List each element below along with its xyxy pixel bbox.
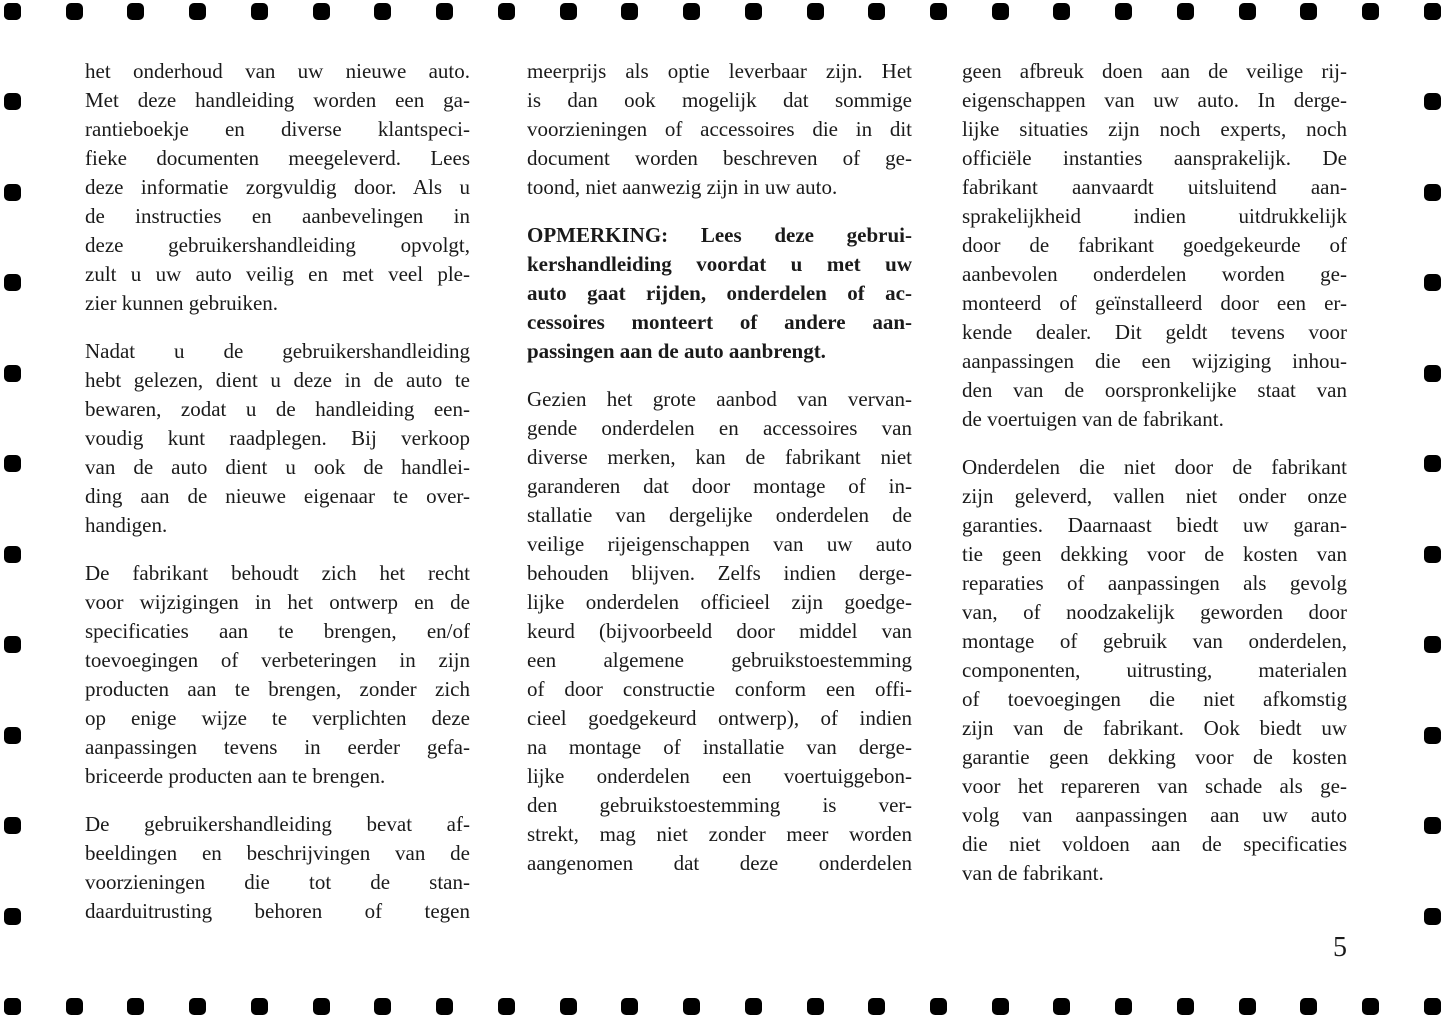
border-dot	[683, 3, 700, 20]
text-line: daarduitrusting behoren of tegen	[85, 899, 470, 923]
border-dot	[498, 998, 515, 1015]
border-dot	[436, 998, 453, 1015]
text-line: strekt, mag niet zonder meer worden	[527, 822, 912, 846]
text-line: die niet voldoen aan de specificaties	[962, 832, 1347, 856]
text-line: aanbevolen onderdelen worden ge-	[962, 262, 1347, 286]
border-dot	[189, 3, 206, 20]
text-line: montage of gebruik van onderdelen,	[962, 629, 1347, 653]
text-line: van de auto dient u ook de handlei-	[85, 455, 470, 479]
body-paragraph	[527, 57, 912, 202]
text-line: voorzieningen die tot de stan-	[85, 870, 470, 894]
border-dot	[1424, 636, 1441, 653]
border-dot	[807, 998, 824, 1015]
text-line: handigen.	[85, 513, 168, 537]
border-dot	[683, 998, 700, 1015]
border-dot	[4, 455, 21, 472]
border-dot	[1177, 3, 1194, 20]
border-dot	[560, 3, 577, 20]
text-line: of toevoegingen die niet afkomstig	[962, 687, 1347, 711]
text-line: lijke situaties zijn noch experts, noch	[962, 117, 1347, 141]
text-line: kershandleiding voordat u met uw	[527, 252, 912, 276]
text-line: sprakelijkheid indien uitdrukkelijk	[962, 204, 1347, 228]
text-line: rantieboekje en diverse klantspeci-	[85, 117, 470, 141]
text-line: specificaties aan te brengen, en/of	[85, 619, 470, 643]
border-dot	[127, 998, 144, 1015]
text-line: document worden beschreven of ge-	[527, 146, 912, 170]
text-line: passingen aan de auto aanbrengt.	[527, 339, 826, 363]
border-dot	[251, 3, 268, 20]
border-dot	[4, 184, 21, 201]
text-line: op enige wijze te verplichten deze	[85, 706, 470, 730]
border-dot	[4, 727, 21, 744]
text-line: diverse merken, kan de fabrikant niet	[527, 445, 912, 469]
border-dot	[4, 93, 21, 110]
text-line: toevoegingen of verbeteringen in zijn	[85, 648, 470, 672]
border-dot	[4, 817, 21, 834]
text-line: componenten, uitrusting, materialen	[962, 658, 1347, 682]
text-line: De gebruikershandleiding bevat af-	[85, 812, 470, 836]
border-dots-right	[1424, 3, 1441, 1015]
text-line: veilige rijeigenschappen van uw auto	[527, 532, 912, 556]
border-dot	[4, 546, 21, 563]
text-line: meerprijs als optie leverbaar zijn. Het	[527, 59, 912, 83]
text-line: zijn van de fabrikant. Ook biedt uw	[962, 716, 1347, 740]
border-dot	[1424, 817, 1441, 834]
border-dot	[868, 998, 885, 1015]
text-line: garanties. Daarnaast biedt uw garan-	[962, 513, 1347, 537]
border-dots-top	[4, 3, 1441, 20]
body-paragraph	[962, 57, 1347, 434]
text-line: aanpassingen tevens in eerder gefa-	[85, 735, 470, 759]
text-line: stallatie van dergelijke onderdelen de	[527, 503, 912, 527]
border-dot	[992, 3, 1009, 20]
text-line: voorzieningen of accessoires die in dit	[527, 117, 912, 141]
body-paragraph	[85, 559, 470, 791]
border-dot	[1424, 546, 1441, 563]
border-dot	[1424, 93, 1441, 110]
border-dot	[1239, 3, 1256, 20]
border-dot	[1424, 184, 1441, 201]
text-line: een algemene gebruikstoestemming	[527, 648, 912, 672]
text-line: De fabrikant behoudt zich het recht	[85, 561, 470, 585]
border-dot	[4, 3, 21, 20]
border-dot	[1424, 3, 1441, 20]
border-dot	[807, 3, 824, 20]
text-line: volg van aanpassingen aan uw auto	[962, 803, 1347, 827]
text-line: eigenschappen van uw auto. In derge-	[962, 88, 1347, 112]
border-dot	[930, 998, 947, 1015]
text-line: lijke onderdelen officieel zijn goedge-	[527, 590, 912, 614]
text-line: geen afbreuk doen aan de veilige rij-	[962, 59, 1347, 83]
border-dot	[1300, 3, 1317, 20]
text-line: officiële instanties aansprakelijk. De	[962, 146, 1347, 170]
border-dot	[1424, 365, 1441, 382]
text-line: Gezien het grote aanbod van vervan-	[527, 387, 912, 411]
text-line: is dan ook mogelijk dat sommige	[527, 88, 912, 112]
text-line: tie geen dekking voor de kosten van	[962, 542, 1347, 566]
text-line: beeldingen en beschrijvingen van de	[85, 841, 470, 865]
text-line: producten aan te brengen, zonder zich	[85, 677, 470, 701]
text-line: Nadat u de gebruikershandleiding	[85, 339, 470, 363]
text-line: hebt gelezen, dient u deze in de auto te	[85, 368, 470, 392]
text-line: Onderdelen die niet door de fabrikant	[962, 455, 1347, 479]
border-dot	[745, 3, 762, 20]
border-dot	[313, 3, 330, 20]
text-line: zier kunnen gebruiken.	[85, 291, 279, 315]
text-line: de instructies en aanbevelingen in	[85, 204, 470, 228]
border-dot	[66, 998, 83, 1015]
border-dot	[1177, 998, 1194, 1015]
text-line: fieke documenten meegeleverd. Lees	[85, 146, 470, 170]
border-dot	[4, 908, 21, 925]
border-dot	[621, 3, 638, 20]
text-line: door de fabrikant goedgekeurde of	[962, 233, 1347, 257]
text-line: ding aan de nieuwe eigenaar te over-	[85, 484, 470, 508]
border-dot	[498, 3, 515, 20]
border-dot	[313, 998, 330, 1015]
border-dot	[251, 998, 268, 1015]
text-column-3	[962, 57, 1347, 888]
text-column-2	[527, 57, 912, 878]
text-column-1	[85, 57, 470, 926]
border-dot	[127, 3, 144, 20]
body-paragraph	[962, 453, 1347, 888]
border-dot	[1424, 274, 1441, 291]
border-dot	[4, 365, 21, 382]
text-line: kende dealer. Dit geldt tevens voor	[962, 320, 1347, 344]
text-line: de voertuigen van de fabrikant.	[962, 407, 1224, 431]
text-line: deze informatie zorgvuldig door. Als u	[85, 175, 470, 199]
border-dot	[374, 998, 391, 1015]
text-line: auto gaat rijden, onderdelen of ac-	[527, 281, 912, 305]
border-dot	[1424, 998, 1441, 1015]
border-dot	[930, 3, 947, 20]
text-line: cessoires monteert of andere aan-	[527, 310, 912, 334]
border-dot	[1362, 3, 1379, 20]
text-line: garanderen dat door montage of in-	[527, 474, 912, 498]
text-line: aangenomen dat deze onderdelen	[527, 851, 912, 875]
border-dot	[1115, 998, 1132, 1015]
border-dot	[1115, 3, 1132, 20]
text-line: den van de oorspronkelijke staat van	[962, 378, 1347, 402]
border-dots-left	[4, 3, 21, 1015]
body-paragraph	[85, 57, 470, 318]
border-dot	[1424, 727, 1441, 744]
border-dot	[1362, 998, 1379, 1015]
text-line: monteerd of geïnstalleerd door een er-	[962, 291, 1347, 315]
border-dot	[1053, 998, 1070, 1015]
text-line: behouden blijven. Zelfs indien derge-	[527, 561, 912, 585]
text-line: zult u uw auto veilig en met veel ple-	[85, 262, 470, 286]
text-line: voudig kunt raadplegen. Bij verkoop	[85, 426, 470, 450]
border-dot	[66, 3, 83, 20]
border-dots-bottom	[4, 998, 1441, 1015]
body-paragraph	[85, 337, 470, 540]
text-line: OPMERKING: Lees deze gebrui-	[527, 223, 912, 247]
text-line: reparaties of aanpassingen als gevolg	[962, 571, 1347, 595]
border-dot	[992, 998, 1009, 1015]
text-line: toond, niet aanwezig zijn in uw auto.	[527, 175, 838, 199]
text-line: garantie geen dekking voor de kosten	[962, 745, 1347, 769]
text-line: keurd (bijvoorbeeld door middel van	[527, 619, 912, 643]
text-line: deze gebruikershandleiding opvolgt,	[85, 233, 470, 257]
body-paragraph	[527, 385, 912, 878]
border-dot	[4, 998, 21, 1015]
border-dot	[1424, 908, 1441, 925]
text-line: cieel goedgekeurd ontwerp), of indien	[527, 706, 912, 730]
text-line: bewaren, zodat u de handleiding een-	[85, 397, 470, 421]
border-dot	[1424, 455, 1441, 472]
border-dot	[1053, 3, 1070, 20]
border-dot	[1239, 998, 1256, 1015]
border-dot	[621, 998, 638, 1015]
border-dot	[560, 998, 577, 1015]
text-line: van, of noodzakelijk geworden door	[962, 600, 1347, 624]
border-dot	[436, 3, 453, 20]
border-dot	[745, 998, 762, 1015]
text-line: gende onderdelen en accessoires van	[527, 416, 912, 440]
text-line: van de fabrikant.	[962, 861, 1104, 885]
text-line: den gebruikstoestemming is ver-	[527, 793, 912, 817]
text-line: voor het repareren van schade als ge-	[962, 774, 1347, 798]
text-line: briceerde producten aan te brengen.	[85, 764, 386, 788]
text-line: of door constructie conform een offi-	[527, 677, 912, 701]
page-number: 5	[1333, 932, 1347, 963]
text-line: lijke onderdelen een voertuiggebon-	[527, 764, 912, 788]
text-line: zijn geleverd, vallen niet onder onze	[962, 484, 1347, 508]
body-paragraph	[85, 810, 470, 926]
border-dot	[374, 3, 391, 20]
text-line: aanpassingen die een wijziging inhou-	[962, 349, 1347, 373]
note-paragraph	[527, 221, 912, 366]
text-line: na montage of installatie van derge-	[527, 735, 912, 759]
text-line: fabrikant aanvaardt uitsluitend aan-	[962, 175, 1347, 199]
border-dot	[4, 636, 21, 653]
border-dot	[868, 3, 885, 20]
text-line: het onderhoud van uw nieuwe auto.	[85, 59, 470, 83]
text-line: voor wijzigingen in het ontwerp en de	[85, 590, 470, 614]
border-dot	[1300, 998, 1317, 1015]
border-dot	[4, 274, 21, 291]
border-dot	[189, 998, 206, 1015]
text-line: Met deze handleiding worden een ga-	[85, 88, 470, 112]
